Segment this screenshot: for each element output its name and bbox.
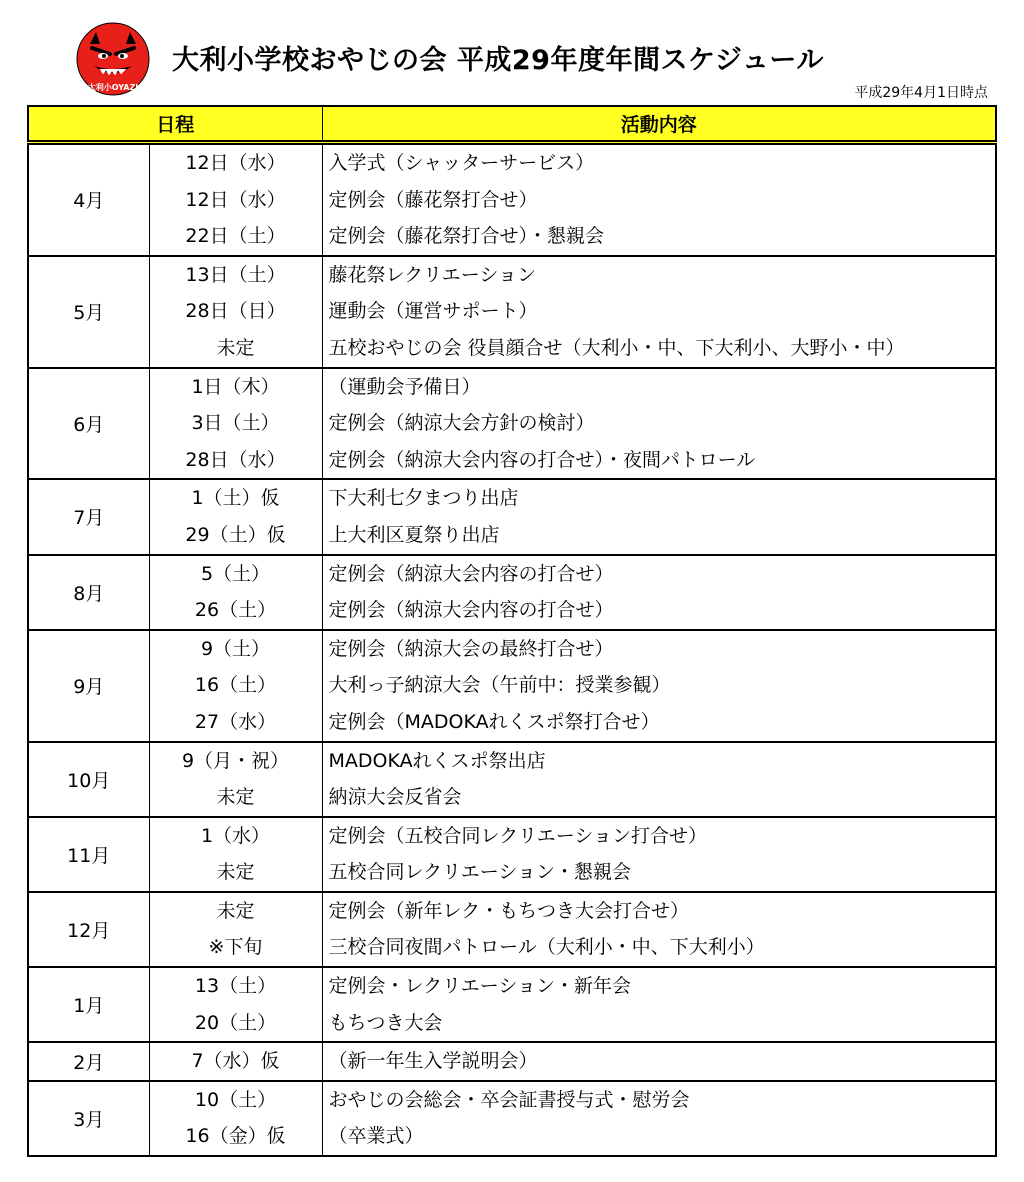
date-entry: 20（土） <box>194 1011 277 1034</box>
date-entry: 27（水） <box>194 710 277 733</box>
date-cell <box>149 368 322 480</box>
activity-cell <box>322 1081 996 1156</box>
date-entry: 未定 <box>216 336 255 359</box>
activity-cell <box>322 892 996 967</box>
month-cell: 11月 <box>28 817 149 892</box>
date-cell <box>149 892 322 967</box>
month-row <box>28 1081 996 1156</box>
activity-entry: 三校合同夜間パトロール（大利小・中、下大利小） <box>328 936 765 959</box>
activity-entry: 入学式（シャッターサービス） <box>328 152 595 174</box>
date-entry: 3日（土） <box>191 412 280 435</box>
month-cell: 3月 <box>28 1081 149 1156</box>
activity-entry: 大利っ子納涼大会（午前中：授業参観） <box>328 674 671 697</box>
logo-text: 大利小OYAZI <box>87 83 139 92</box>
date-cell <box>149 1042 322 1081</box>
activity-cell <box>322 817 996 892</box>
page-title: 大利小学校おやじの会 平成29年度年間スケジュール <box>172 45 824 76</box>
date-entry: 1日（木） <box>191 375 280 398</box>
month-row <box>28 479 996 554</box>
activity-cell <box>322 256 996 368</box>
month-row <box>28 368 996 480</box>
month-cell: 7月 <box>28 479 149 554</box>
activity-cell <box>322 1042 996 1081</box>
date-cell <box>149 479 322 554</box>
date-cell <box>149 817 322 892</box>
date-entry: 9（月・祝） <box>181 749 290 772</box>
as-of-date: 平成29年4月1日時点 <box>854 85 988 101</box>
activity-entry: MADOKAれくスポ祭出店 <box>328 749 546 772</box>
activity-entry: 五校おやじの会 役員顔合せ（大利小・中、下大利小、大野小・中） <box>328 336 905 359</box>
oyaji-logo <box>76 22 150 96</box>
activity-entry: 定例会（藤花祭打合せ） <box>328 188 538 211</box>
date-entry: 28日（日） <box>185 300 286 323</box>
date-entry: 13日（土） <box>185 263 286 286</box>
activity-cell <box>322 555 996 630</box>
activity-entry: 納涼大会反省会 <box>328 786 462 809</box>
activity-entry: （卒業式） <box>328 1125 424 1148</box>
month-cell: 2月 <box>28 1042 149 1081</box>
date-entry: 5（土） <box>200 562 271 585</box>
activity-entry: （新一年生入学説明会） <box>328 1050 538 1073</box>
date-cell <box>149 555 322 630</box>
month-row <box>28 143 996 256</box>
month-row <box>28 742 996 817</box>
month-cell: 6月 <box>28 368 149 480</box>
month-row <box>28 256 996 368</box>
month-row <box>28 817 996 892</box>
date-cell <box>149 256 322 368</box>
date-entry: 26（土） <box>194 599 277 622</box>
date-cell <box>149 143 322 256</box>
activity-cell <box>322 967 996 1042</box>
month-row <box>28 967 996 1042</box>
activity-entry: 定例会（納涼大会の最終打合せ） <box>328 637 614 660</box>
month-cell: 12月 <box>28 892 149 967</box>
activity-cell <box>322 630 996 742</box>
activity-entry: （運動会予備日） <box>328 375 481 398</box>
activity-cell <box>322 143 996 256</box>
month-cell: 10月 <box>28 742 149 817</box>
activity-entry: もちつき大会 <box>328 1011 443 1034</box>
date-cell <box>149 967 322 1042</box>
activity-entry: 定例会（納涼大会方針の検討） <box>328 412 595 435</box>
month-row <box>28 1042 996 1081</box>
date-entry: 12日（水） <box>185 188 286 211</box>
date-cell <box>149 1081 322 1156</box>
activity-entry: 定例会（MADOKAれくスポ祭打合せ） <box>328 710 660 733</box>
month-cell: 4月 <box>28 143 149 256</box>
activity-cell <box>322 742 996 817</box>
date-entry: 未定 <box>216 899 255 922</box>
date-entry: ※下旬 <box>208 936 263 959</box>
activity-entry: 定例会（納涼大会内容の打合せ） <box>328 562 614 585</box>
activity-entry: 定例会・レクリエーション・新年会 <box>328 975 631 998</box>
date-entry: 16（土） <box>194 674 277 697</box>
month-cell: 8月 <box>28 555 149 630</box>
activity-entry: 定例会（五校合同レクリエーション打合せ） <box>328 824 707 847</box>
activity-cell <box>322 479 996 554</box>
activity-entry: 定例会（納涼大会内容の打合せ）・夜間パトロール <box>328 448 756 471</box>
date-entry: 7（水）仮 <box>191 1050 280 1073</box>
date-cell <box>149 742 322 817</box>
activity-entry: おやじの会総会・卒会証書授与式・慰労会 <box>328 1088 690 1111</box>
activity-entry: 定例会（藤花祭打合せ）・懇親会 <box>328 225 605 248</box>
activity-column-header: 活動内容 <box>322 106 996 143</box>
month-cell: 1月 <box>28 967 149 1042</box>
activity-cell <box>322 368 996 480</box>
date-cell <box>149 630 322 742</box>
date-entry: 29（土）仮 <box>185 523 286 546</box>
date-entry: 未定 <box>216 786 255 809</box>
date-entry: 1（土）仮 <box>191 487 280 510</box>
date-entry: 28日（水） <box>185 448 286 471</box>
activity-entry: 上大利区夏祭り出店 <box>328 523 500 546</box>
date-entry: 1（水） <box>200 824 271 847</box>
schedule-column-header: 日程 <box>28 106 322 143</box>
date-entry: 10（土） <box>194 1088 277 1111</box>
date-entry: 13（土） <box>194 975 277 998</box>
month-cell: 9月 <box>28 630 149 742</box>
activity-entry: 五校合同レクリエーション・懇親会 <box>328 861 631 884</box>
table-header-row <box>28 106 996 143</box>
activity-entry: 定例会（新年レク・もちつき大会打合せ） <box>328 899 689 922</box>
month-row <box>28 555 996 630</box>
schedule-table <box>27 105 997 1157</box>
activity-entry: 藤花祭レクリエーション <box>328 263 536 286</box>
date-entry: 22日（土） <box>185 225 286 248</box>
date-entry: 12日（水） <box>185 152 286 174</box>
schedule-body <box>28 143 996 1157</box>
activity-entry: 運動会（運営サポート） <box>328 300 538 323</box>
activity-entry: 下大利七夕まつり出店 <box>328 487 519 510</box>
date-entry: 9（土） <box>200 637 271 660</box>
month-row <box>28 892 996 967</box>
month-cell: 5月 <box>28 256 149 368</box>
date-entry: 16（金）仮 <box>185 1125 286 1148</box>
activity-entry: 定例会（納涼大会内容の打合せ） <box>328 599 614 622</box>
date-entry: 未定 <box>216 861 255 884</box>
month-row <box>28 630 996 742</box>
